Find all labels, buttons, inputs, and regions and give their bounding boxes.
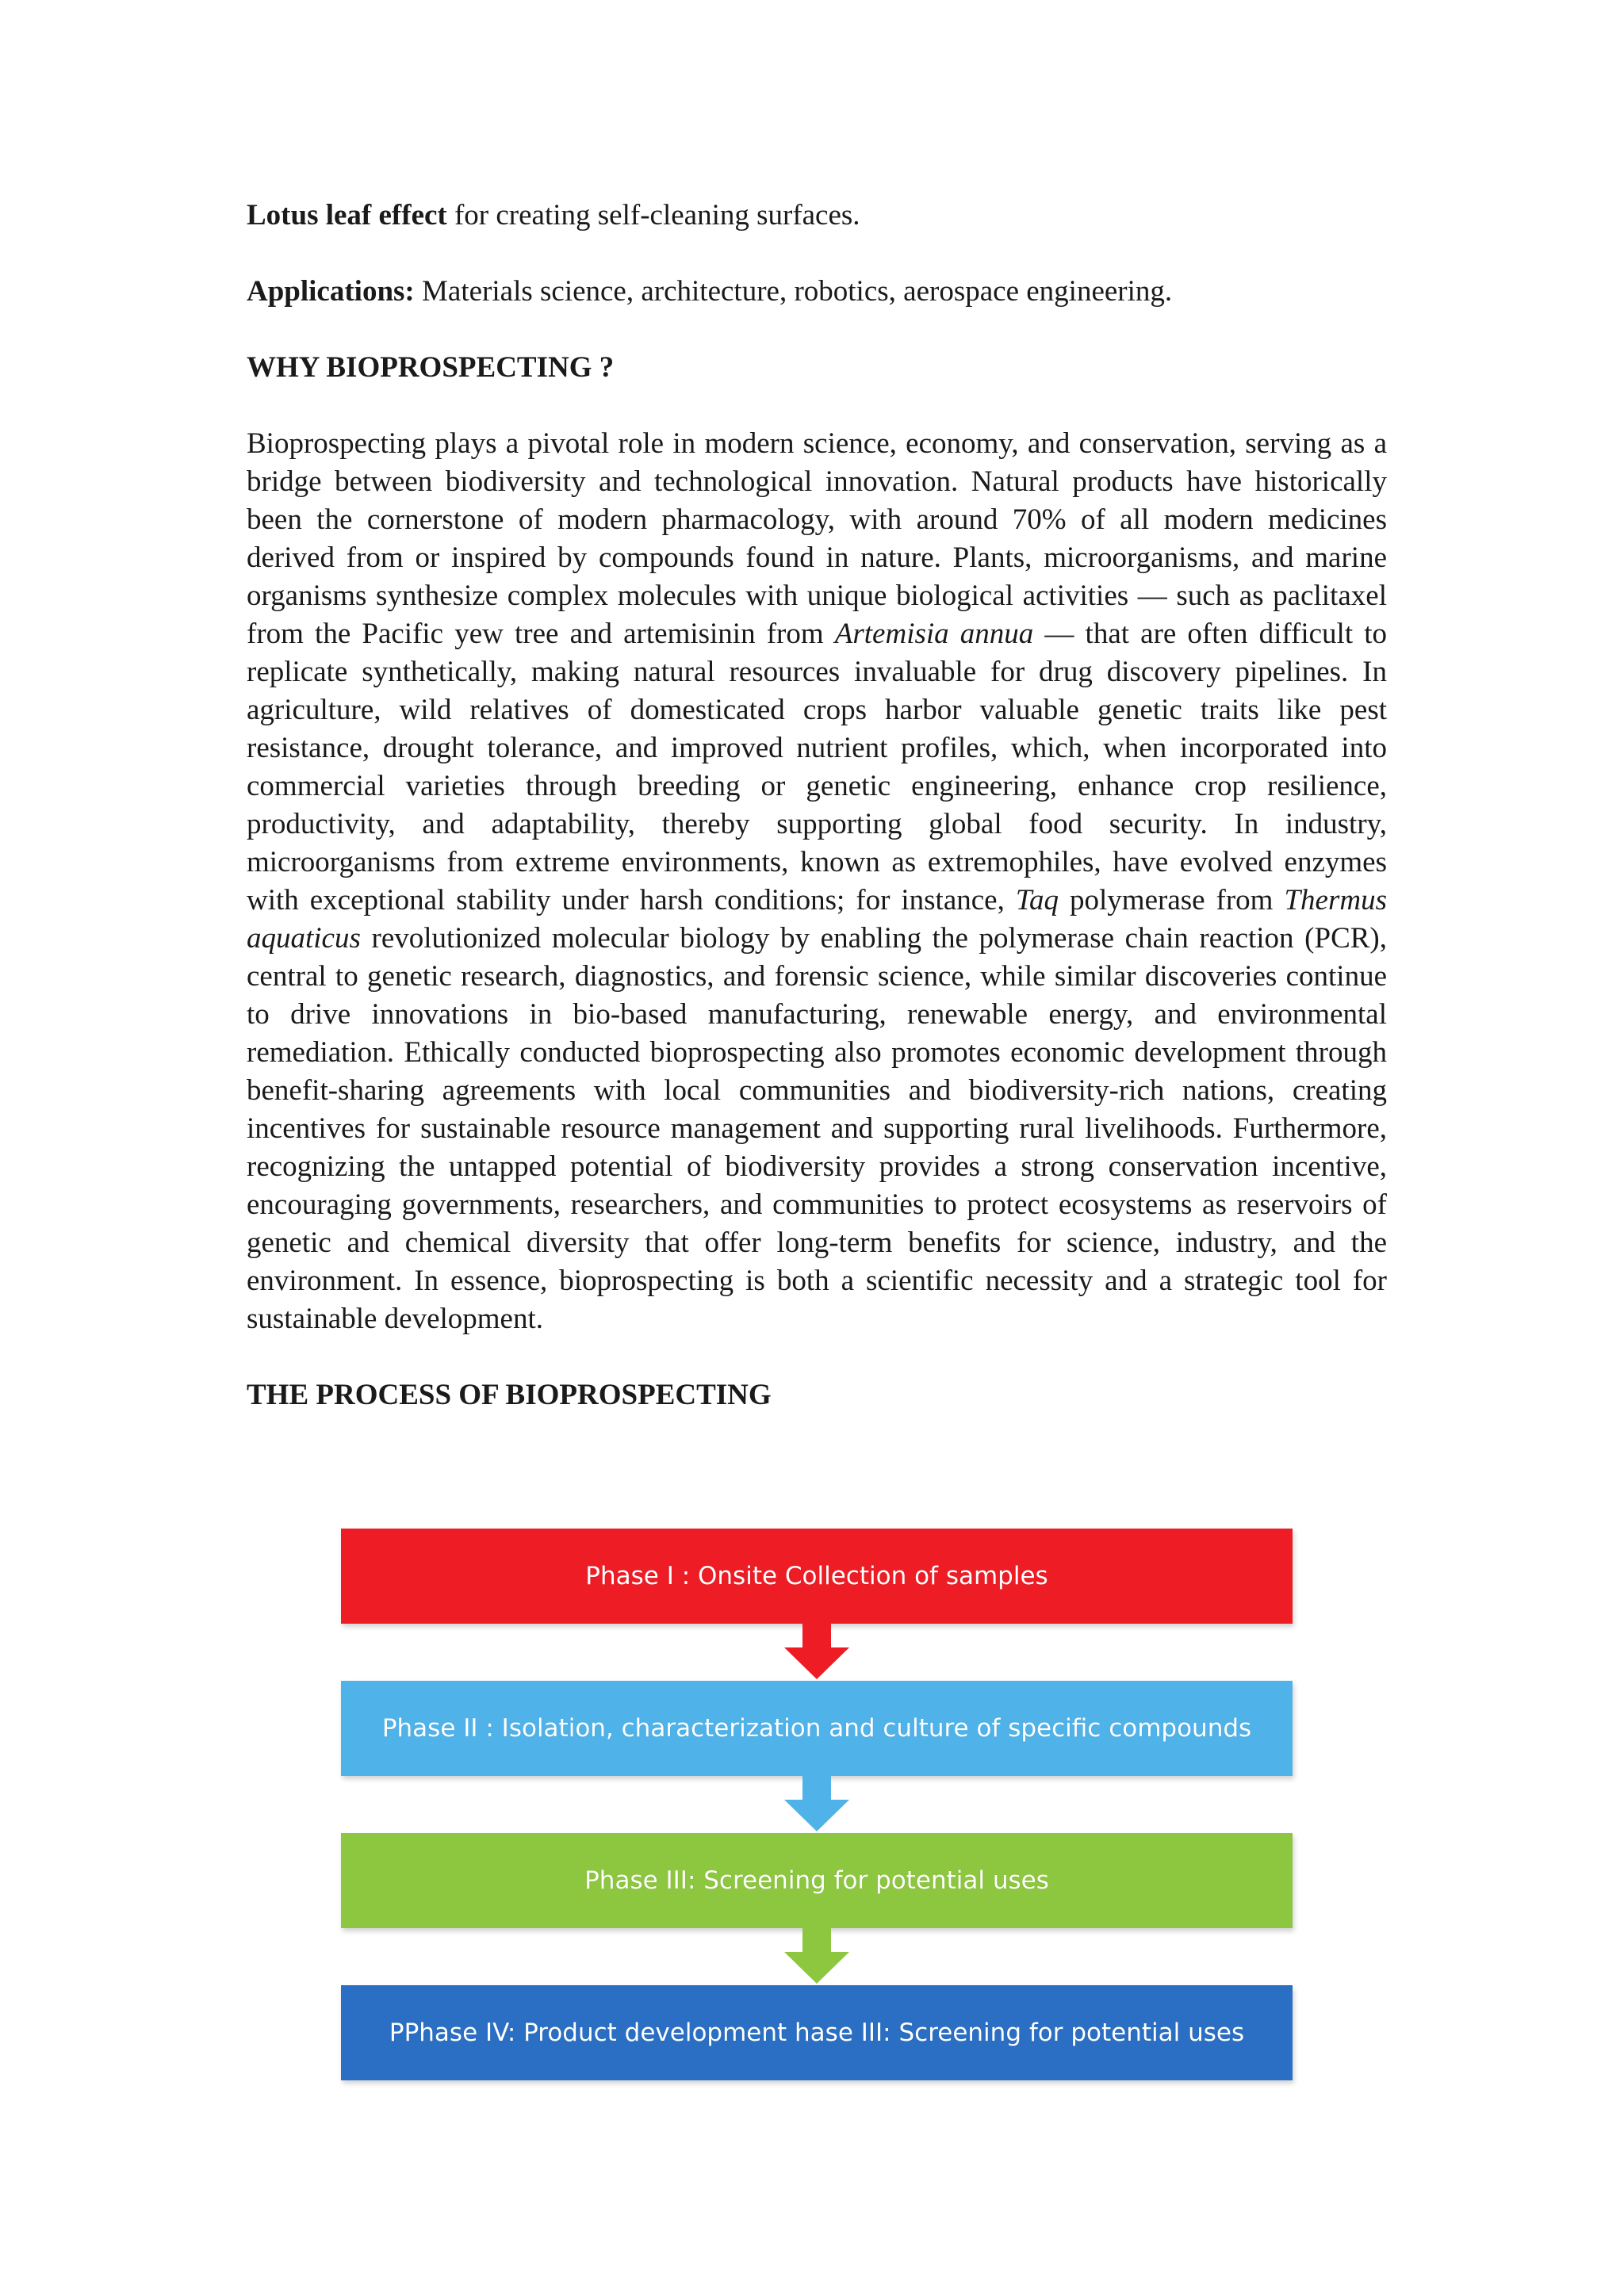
arrow-2-shape [784, 1776, 849, 1831]
document-page [247, 197, 1387, 1414]
phase-3-box [341, 1833, 1293, 1928]
lotus-term: Lotus leaf effect [247, 199, 447, 232]
phase-1-box [341, 1529, 1293, 1624]
process-flowchart [341, 1529, 1293, 2080]
arrow-down-icon [341, 1624, 1293, 1681]
why-italic-3: Thermus aquaticus [247, 884, 1387, 955]
applications-text: Materials science, architecture, robotics, aerospace engineering. [414, 275, 1173, 308]
lotus-line [247, 197, 1387, 235]
phase-4-label: PPhase IV: Product development hase III: Screening for potential uses [389, 2019, 1245, 2047]
applications-term: Applications: [247, 275, 415, 308]
why-italic-2: Taq [1015, 884, 1059, 916]
why-text-3: polymerase from [1059, 884, 1285, 916]
process-heading: THE PROCESS OF BIOPROSPECTING [247, 1379, 772, 1411]
phase-2-label: Phase II : Isolation, characterization and culture of specific compounds [381, 1714, 1252, 1743]
why-italic-1: Artemisia annua [834, 618, 1034, 650]
why-text-1: Bioprospecting plays a pivotal role in modern science, economy, and conservation, serving as a bridge between biodiversity and technological innovation. Natural products have historically been the cornerstone of modern pharmacology, with around 70% of all modern medicines derived from or inspired by compounds found in nature. Plants, microorganisms, and marine organisms synthesize complex molecules with unique biological activities — such as paclitaxel from the Pacific yew tree and artemisinin from [247, 427, 1387, 650]
arrow-3-shape [784, 1928, 849, 1984]
arrow-down-icon [341, 1776, 1293, 1833]
why-paragraph [247, 425, 1387, 1338]
why-text-2: — that are often difficult to replicate synthetically, making natural resources invaluable for drug discovery pipelines. In agriculture, wild relatives of domesticated crops harbor valuable genetic traits like pest resistance, drought tolerance, and improved nutrient profiles, which, when incorporated into commercial varieties through breeding or genetic engineering, enhance crop resilience, productivity, and adaptability, thereby supporting global food security. In industry, microorganisms from extreme environments, known as extremophiles, have evolved enzymes with exceptional stability under harsh conditions; for instance, [247, 618, 1388, 916]
why-heading: WHY BIOPROSPECTING ? [247, 351, 615, 384]
phase-4-box [341, 1985, 1293, 2080]
applications-line [247, 273, 1387, 311]
phase-3-label: Phase III: Screening for potential uses [584, 1866, 1049, 1895]
phase-2-box [341, 1681, 1293, 1776]
phase-1-label: Phase I : Onsite Collection of samples [585, 1562, 1048, 1590]
arrow-1-shape [784, 1624, 849, 1679]
lotus-text: for creating self-cleaning surfaces. [446, 199, 860, 232]
why-text-4: revolutionized molecular biology by enabling the polymerase chain reaction (PCR), central to genetic research, diagnostics, and forensic science, while similar discoveries continue to drive innovations in bio-based manufacturing, renewable energy, and environmental remediation. Ethically conducted bioprospecting also promotes economic development through benefit-sharing agreements with local communities and biodiversity-rich nations, creating incentives for sustainable resource management and supporting rural livelihoods. Furthermore, recognizing the untapped potential of biodiversity provides a strong conservation incentive, encouraging governments, researchers, and communities to protect ecosystems as reservoirs of genetic and chemical diversity that offer long-term benefits for science, industry, and the environment. In essence, bioprospecting is both a scientific necessity and a strategic tool for sustainable development. [247, 922, 1387, 1335]
arrow-down-icon [341, 1928, 1293, 1985]
